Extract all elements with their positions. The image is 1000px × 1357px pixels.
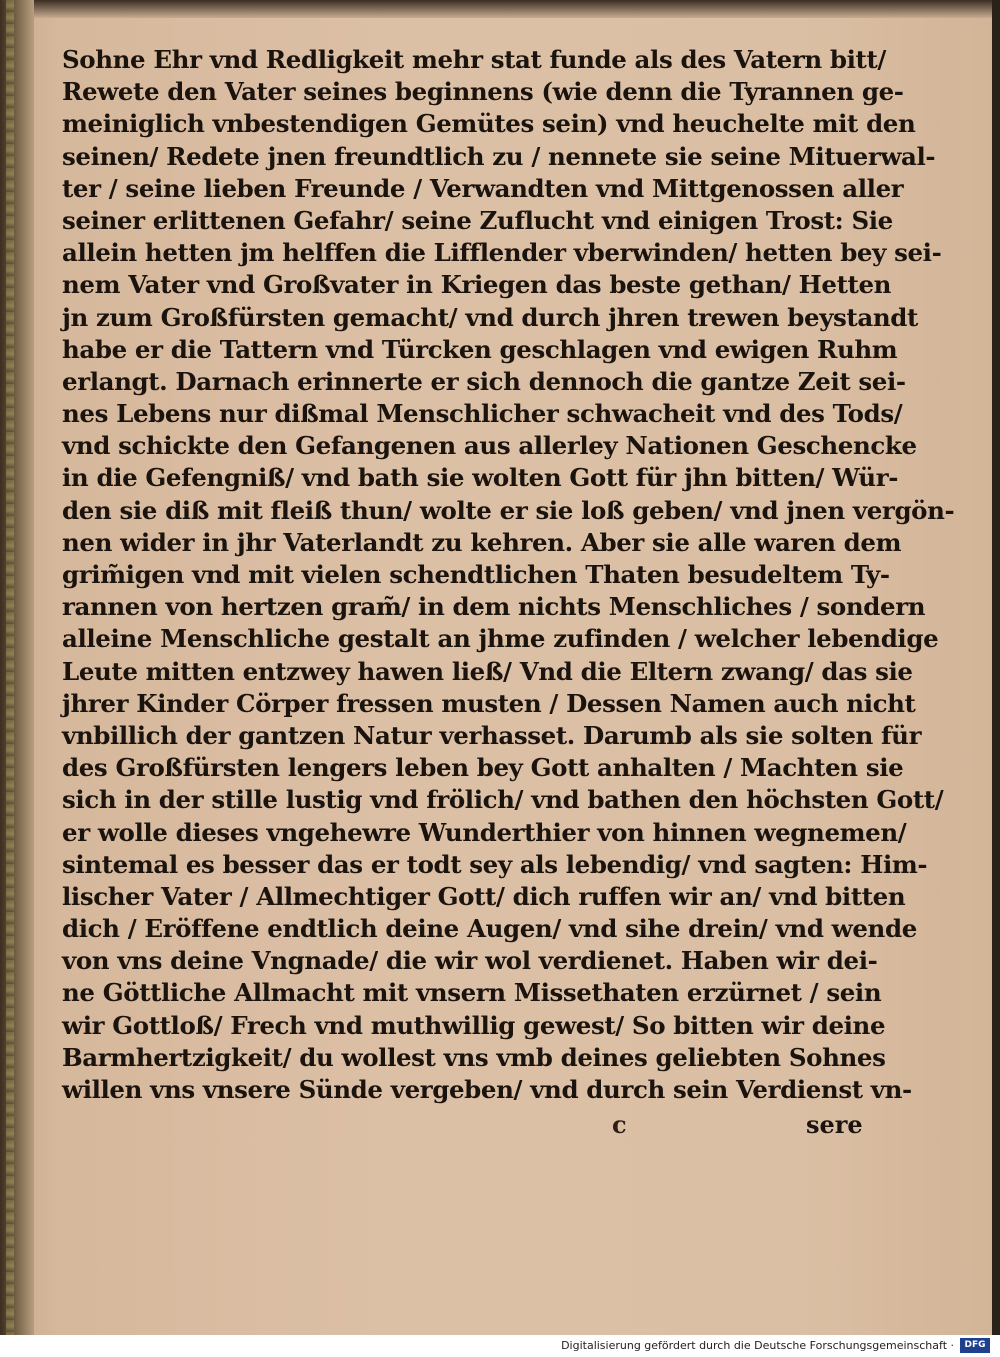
text-line: nes Lebens nur dißmal Menschlicher schwacheit vnd des Tods/ [62, 399, 903, 429]
text-line: vnbillich der gantzen Natur verhasset. Darumb als sie solten für [62, 720, 922, 750]
footer-bar [0, 1335, 1000, 1357]
funding-credit: Digitalisierung gefördert durch die Deutsche Forschungsgemeinschaft · [561, 1339, 954, 1352]
signature-mark: c [612, 1110, 627, 1139]
text-line: meiniglich vnbestendigen Gemütes sein) vnd heuchelte mit den [62, 109, 916, 139]
text-line: jhrer Kinder Cörper fressen musten / Dessen Namen auch nicht [62, 688, 916, 718]
text-line: Barmhertzigkeit/ du wollest vns vmb deines geliebten Sohnes [62, 1042, 886, 1072]
text-line: jn zum Großfürsten gemacht/ vnd durch jhren trewen beystandt [62, 302, 918, 332]
text-line: nem Vater vnd Großvater in Kriegen das beste gethan/ Hetten [62, 270, 892, 300]
catchword: sere [806, 1110, 863, 1139]
text-line: sintemal es besser das er todt sey als lebendig/ vnd sagten: Him- [62, 849, 928, 879]
dfg-logo: DFG [960, 1338, 990, 1353]
text-line: seinen/ Redete jnen freundtlich zu / nennete sie seine Mituerwal- [62, 141, 936, 171]
page-right-edge [992, 0, 1000, 1335]
text-line: wir Gottloß/ Frech vnd muthwillig gewest/ So bitten wir deine [62, 1010, 886, 1040]
text-line: grim̃igen vnd mit vielen schendtlichen Thaten besudeltem Ty- [62, 560, 890, 589]
text-line: habe er die Tattern vnd Türcken geschlagen vnd ewigen Ruhm [62, 334, 898, 364]
page-top-edge [0, 0, 1000, 18]
text-line: seiner erlittenen Gefahr/ seine Zuflucht vnd einigen Trost: Sie [62, 205, 893, 235]
text-line: den sie diß mit fleiß thun/ wolte er sie loß geben/ vnd jnen vergön- [62, 495, 955, 525]
text-line: lischer Vater / Allmechtiger Gott/ dich ruffen wir an/ vnd bitten [62, 881, 906, 911]
text-line: ne Göttliche Allmacht mit vnsern Missethaten erzürnet / sein [62, 978, 882, 1008]
text-line: rannen von hertzen gram̃/ in dem nichts Menschliches / sondern [62, 592, 926, 622]
text-line: Sohne Ehr vnd Redligkeit mehr stat funde als des Vatern bitt/ [62, 45, 886, 74]
body-text [62, 44, 955, 1106]
text-line: allein hetten jm helffen die Lifflender vberwinden/ hetten bey sei- [62, 238, 942, 268]
text-line: sich in der stille lustig vnd frölich/ vnd bathen den höchsten Gott/ [62, 785, 944, 815]
text-line: des Großfürsten lengers leben bey Gott anhalten / Machten sie [62, 753, 904, 783]
text-line: ter / seine lieben Freunde / Verwandten vnd Mittgenossen aller [62, 173, 904, 203]
text-line: Leute mitten entzwey hawen ließ/ Vnd die Eltern zwang/ das sie [62, 656, 913, 686]
text-line: von vns deine Vngnade/ die wir wol verdienet. Haben wir dei- [62, 946, 878, 976]
text-line: er wolle dieses vngehewre Wunderthier von hinnen wegnemen/ [62, 817, 907, 847]
text-line: dich / Eröffene endtlich deine Augen/ vnd sihe drein/ vnd wende [62, 914, 917, 944]
text-line: nen wider in jhr Vaterlandt zu kehren. Aber sie alle waren dem [62, 527, 902, 557]
text-line: vnd schickte den Gefangenen aus allerley Nationen Geschencke [62, 431, 917, 461]
text-line: Rewete den Vater seines beginnens (wie denn die Tyrannen ge- [62, 77, 904, 107]
text-line: alleine Menschliche gestalt an jhme zufinden / welcher lebendige [62, 624, 939, 654]
text-line: willen vns vnsere Sünde vergeben/ vnd durch sein Verdienst vn- [62, 1075, 912, 1104]
text-line: erlangt. Darnach erinnerte er sich dennoch die gantze Zeit sei- [62, 366, 906, 396]
book-binding [0, 0, 34, 1335]
text-line: in die Gefengniß/ vnd bath sie wolten Gott für jhn bitten/ Wür- [62, 463, 898, 493]
